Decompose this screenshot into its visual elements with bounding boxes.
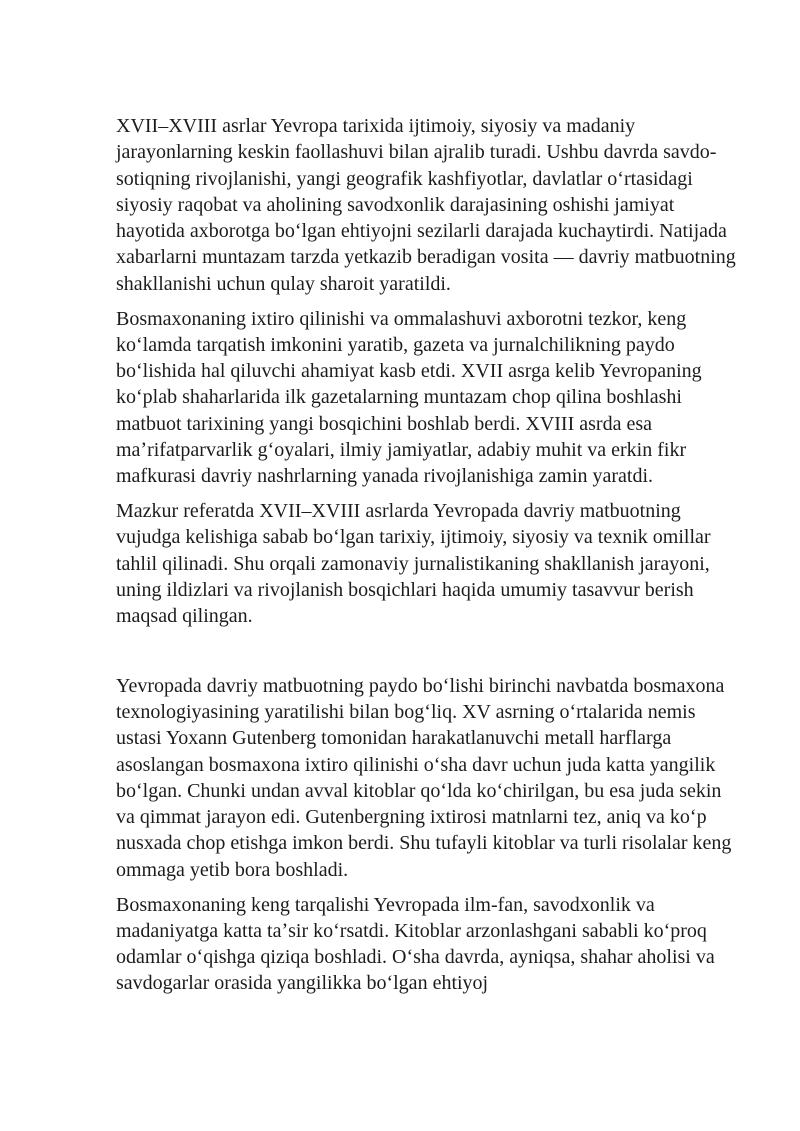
paragraph-body-2: Bosmaxonaning keng tarqalishi Yevropada ilm-fan, savodxonlik va madaniyatga katta taʼsir koʻrsatdi. Kitoblar arzonlashgani sababli koʻproq odamlar oʻqishga qiziqa boshladi. Oʻsha davrda, ayniqsa, shahar aholisi va savdogarlar orasida yangilikka boʻlgan ehtiyoj: [116, 893, 715, 995]
document-body: [116, 113, 736, 1005]
paragraph-intro-3: Mazkur referatda XVII–XVIII asrlarda Yevropada davriy matbuotning vujudga kelishiga sabab boʻlgan tarixiy, ijtimoiy, siyosiy va texnik omillar tahlil qilinadi. Shu orqali zamonaviy jurnalistikaning shakllanish jarayoni, uning ildizlari va rivojlanish bosqichlari haqida umumiy tasavvur berish maqsad qilingan.: [116, 500, 711, 628]
paragraph-intro-2: Bosmaxonaning ixtiro qilinishi va ommalashuvi axborotni tezkor, keng koʻlamda tarqatish imkonini yaratib, gazeta va jurnalchilikning paydo boʻlishida hal qiluvchi ahamiyat kasb etdi. XVII asrga kelib Yevropaning koʻplab shaharlarida ilk gazetalarning muntazam chop qilina boshlashi matbuot tarixining yangi bosqichini boshlab berdi. XVIII asrda esa maʼrifatparvarlik gʻoyalari, ilmiy jamiyatlar, adabiy muhit va erkin fikr mafkurasi davriy nashrlarning yanada rivojlanishiga zamin yaratdi.: [116, 307, 702, 488]
paragraph-intro-1: XVII–XVIII asrlar Yevropa tarixida ijtimoiy, siyosiy va madaniy jarayonlarning keskin faollashuvi bilan ajralib turadi. Ushbu davrda savdo-sotiqning rivojlanishi, yangi geografik kashfiyotlar, davlatlar oʻrtasidagi siyosiy raqobat va aholining savodxonlik darajasining oshishi jamiyat hayotida axborotga boʻlgan ehtiyojni sezilarli darajada kuchaytirdi. Natijada xabarlarni muntazam tarzda yetkazib beradigan vosita — davriy matbuotning shakllanishi uchun qulay sharoit yaratildi.: [116, 115, 736, 295]
paragraph-body-1: Yevropada davriy matbuotning paydo boʻlishi birinchi navbatda bosmaxona texnologiyasining yaratilishi bilan bogʻliq. XV asrning oʻrtalarida nemis ustasi Yoxann Gutenberg tomonidan harakatlanuvchi metall harflarga asoslangan bosmaxona ixtiro qilinishi oʻsha davr uchun juda katta yangilik boʻlgan. Chunki undan avval kitoblar qoʻlda koʻchirilgan, bu esa juda sekin va qimmat jarayon edi. Gutenbergning ixtirosi matnlarni tez, aniq va koʻp nusxada chop etishga imkon berdi. Shu tufayli kitoblar va turli risolalar keng ommaga yetib bora boshladi.: [116, 674, 732, 881]
